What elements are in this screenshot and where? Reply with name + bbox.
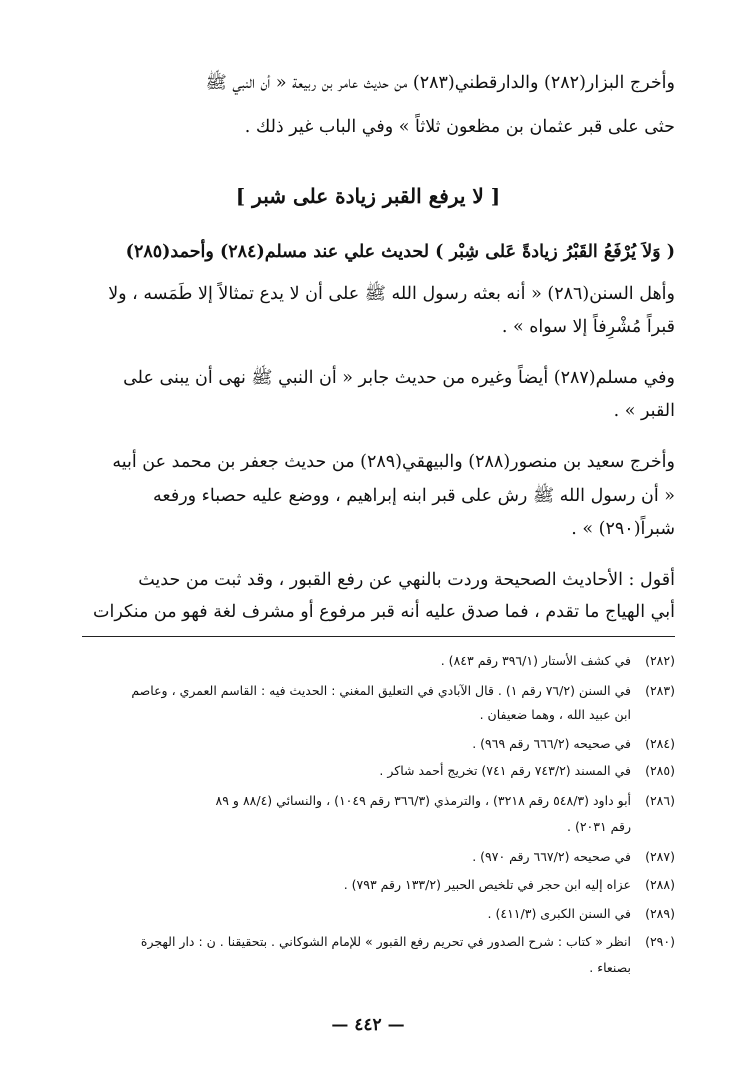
footnote xyxy=(488,903,675,925)
body-line: قبراً مُشْرِفاً إلا سواه » . xyxy=(501,317,675,337)
footnote xyxy=(379,760,675,782)
footnote-text: أبو داود (٥٤٨/٣ رقم ٣٢١٨) ، والترمذي (٣٦٦/٣ رقم ١٠٤٩) ، والنسائي (٨٨/٤ و ٨٩ xyxy=(215,793,632,808)
body-line: وأخرج سعيد بن منصور(٢٨٨) والبيهقي(٢٨٩) من حديث جعفر بن محمد عن أبيه xyxy=(112,452,675,472)
footnote xyxy=(344,874,675,896)
body-line: القبر » . xyxy=(613,401,675,421)
footnote-text: ابن عبيد الله ، وهما ضعيفان . xyxy=(479,707,632,722)
footnote-text: رقم ٢٠٣١) . xyxy=(567,819,632,834)
footnote-number: (٢٨٥) xyxy=(645,763,675,778)
footnote-text: في صحيحه (٦٦٦/٢ رقم ٩٦٩) . xyxy=(472,736,632,751)
body-line: أقول : الأحاديث الصحيحة وردت بالنهي عن رفع القبور ، وقد ثبت من حديث xyxy=(138,570,675,590)
body-line: شبراً(٢٩٠) » . xyxy=(571,519,675,539)
footnote-number: (٢٨٨) xyxy=(645,877,675,892)
body-line: وأخرج البزار(٢٨٢) والدارقطني(٢٨٣) من حديث عامر بن ربيعة « أن النبي ﷺ xyxy=(205,73,675,93)
body-line: أبي الهياج ما تقدم ، فما صدق عليه أنه قبر مرفوع أو مشرف لغة فهو من منكرات xyxy=(93,602,675,622)
footnote-number: (٢٨٣) xyxy=(645,683,675,698)
footnote xyxy=(472,846,675,868)
body-line: وفي مسلم(٢٨٧) أيضاً وغيره من حديث جابر « أن النبي ﷺ نهى أن يبنى على xyxy=(123,368,675,388)
body-line: « أن رسول الله ﷺ رش على قبر ابنه إبراهيم ، ووضع عليه حصباء ورفعه xyxy=(153,486,675,506)
footnote-number: (٢٩٠) xyxy=(645,934,675,949)
footnote-number: (٢٨٩) xyxy=(645,906,675,921)
section-heading: [ لا يرفع القبر زيادة على شبر ] xyxy=(235,184,501,208)
page-number: — ٤٤٢ — xyxy=(331,1015,405,1035)
footnote xyxy=(589,957,675,979)
footnote xyxy=(480,704,675,726)
footnote-text: انظر « كتاب : شرح الصدور في تحريم رفع القبور » للإمام الشوكاني . بتحقيقنا . ن : دار الهجرة xyxy=(140,934,632,949)
footnote xyxy=(131,680,675,702)
body-line: حثى على قبر عثمان بن مظعون ثلاثاً » وفي الباب غير ذلك . xyxy=(244,117,675,137)
footnote-number: (٢٨٧) xyxy=(645,849,675,864)
footnote xyxy=(567,816,675,838)
body-line: وأهل السنن(٢٨٦) « أنه بعثه رسول الله ﷺ على أن لا يدع تمثالاً إلا طَمَسه ، ولا xyxy=(108,284,675,304)
footnote-number: (٢٨٢) xyxy=(645,653,675,668)
footnote-text: عزاه إليه ابن حجر في تلخيص الحبير (١٣٣/٢ رقم ٧٩٣) . xyxy=(343,877,632,892)
footnote-number: (٢٨٦) xyxy=(645,793,675,808)
footnote xyxy=(141,931,675,953)
footnote-text: في كشف الأستار (٣٩٦/١ رقم ٨٤٣) . xyxy=(440,653,632,668)
footnote-text: في صحيحه (٦٦٧/٢ رقم ٩٧٠) . xyxy=(472,849,632,864)
footnote xyxy=(441,650,675,672)
footnote-text: في السنن (٧٦/٢ رقم ١) . قال الآبادي في التعليق المغني : الحديث فيه : القاسم العمري ، وعاصم xyxy=(131,683,632,698)
footnote-number: (٢٨٤) xyxy=(645,736,675,751)
footnote xyxy=(472,733,675,755)
footnote-text: بصنعاء . xyxy=(589,960,632,975)
footnote xyxy=(216,790,675,812)
footnote-divider xyxy=(82,636,675,637)
footnote-text: في السنن الكبرى (٤١١/٣) . xyxy=(487,906,632,921)
footnote-text: في المسند (٧٤٣/٢ رقم ٧٤١) تخريج أحمد شاكر . xyxy=(379,763,632,778)
body-line: ( وَلاَ يُرْفَعُ القَبْرُ زيادةً عَلى شِبْر ) لحديث علي عند مسلم(٢٨٤) وأحمد(٢٨٥) xyxy=(125,242,675,262)
